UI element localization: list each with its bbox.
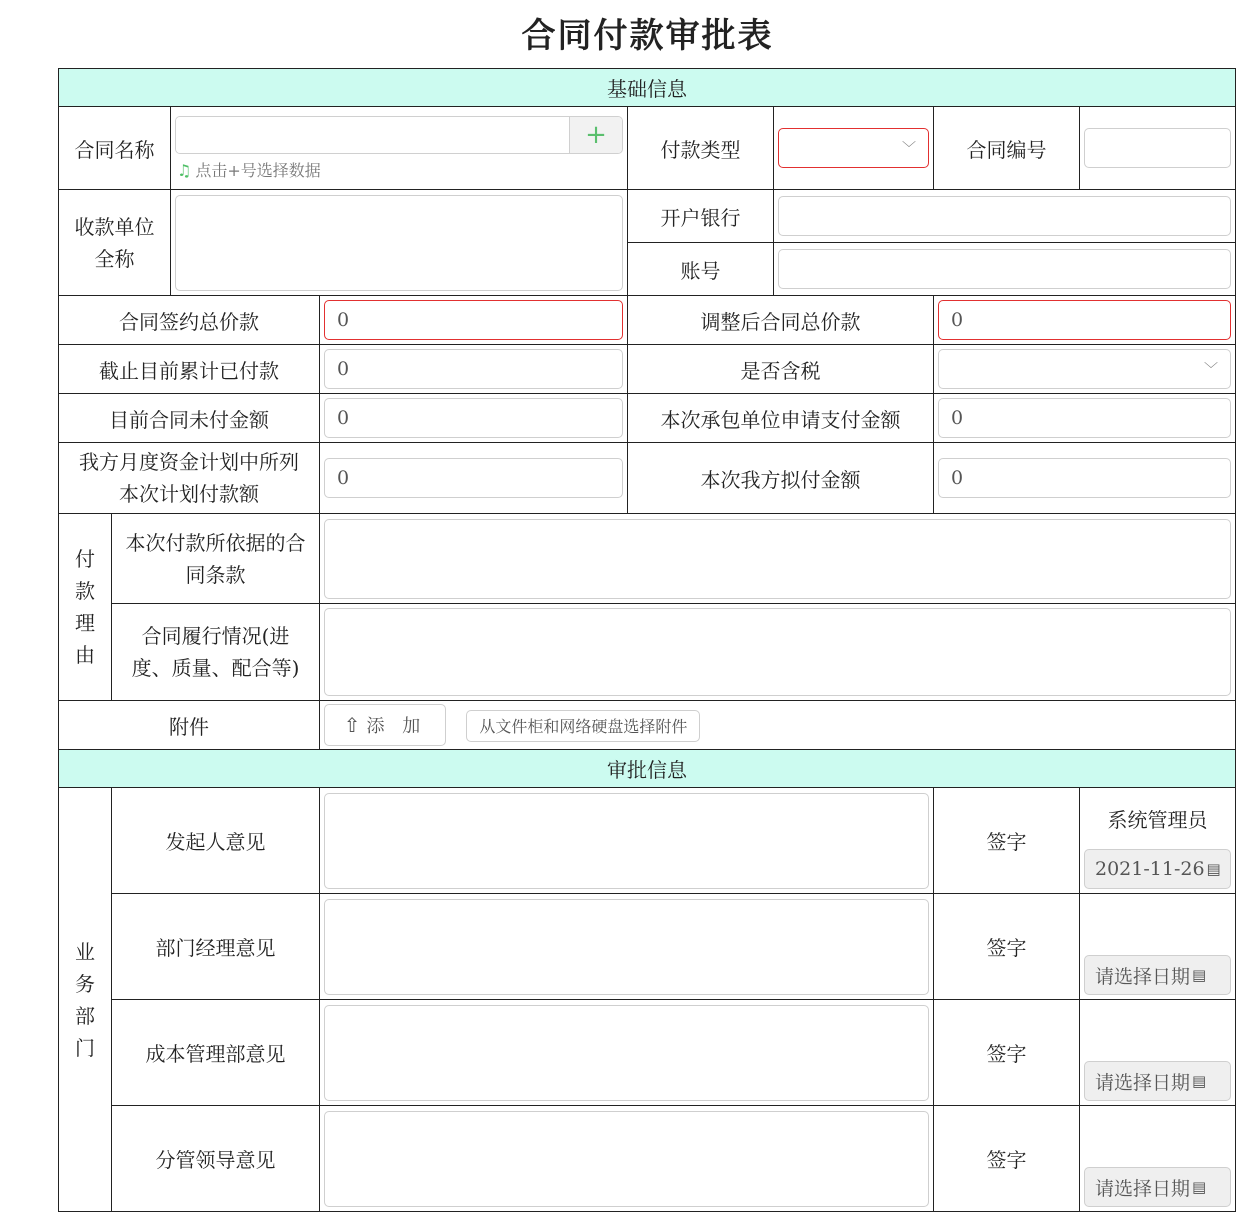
payee-textarea[interactable] (175, 195, 623, 291)
contract-clause-label (112, 514, 320, 604)
approval-label: 成本管理部意见 (112, 1000, 320, 1106)
payee-label (59, 190, 171, 296)
sign-label: 签字 (934, 788, 1080, 894)
approval-opinion-textarea[interactable] (324, 1005, 929, 1101)
total-signed-cell (320, 296, 628, 345)
total-adjusted-cell (934, 296, 1236, 345)
hint-text: 点击+号选择数据 (195, 160, 321, 180)
approval-label: 部门经理意见 (112, 894, 320, 1000)
approval-opinion-cell (320, 1106, 934, 1212)
attachment-label: 附件 (59, 701, 320, 750)
approval-label: 分管领导意见 (112, 1106, 320, 1212)
contract-name-cell (171, 107, 628, 190)
dept-char: 部 (75, 1003, 95, 1028)
contract-name-label: 合同名称 (59, 107, 171, 190)
date-value: 请选择日期 (1095, 1071, 1191, 1094)
plus-icon[interactable]: + (569, 117, 622, 153)
contract-no-label: 合同编号 (934, 107, 1080, 190)
tax-included-cell (934, 345, 1236, 394)
approval-opinion-cell (320, 788, 934, 894)
attachment-cell (320, 701, 1236, 750)
contract-name-picker (175, 116, 623, 154)
unpaid-label: 目前合同未付金额 (59, 394, 320, 443)
contract-clause-line2: 同条款 (185, 562, 246, 587)
calendar-icon: ▤ (1192, 966, 1207, 984)
approval-opinion-textarea[interactable] (324, 1111, 929, 1207)
performance-cell (320, 604, 1236, 701)
contract-no-input[interactable] (1084, 128, 1231, 168)
dept-char: 业 (75, 939, 95, 964)
payment-type-select[interactable] (778, 128, 929, 168)
calendar-icon: ▤ (1192, 1178, 1207, 1196)
unpaid-input[interactable]: 0 (324, 398, 623, 438)
date-picker[interactable] (1084, 849, 1231, 889)
page-title: 合同付款审批表 (521, 16, 774, 56)
plan-amount-label-line1: 我方月度资金计划中所列 (79, 450, 299, 474)
add-attachment-label: 添 加 (366, 716, 427, 737)
payment-reason-label (59, 514, 112, 701)
date-value: 2021-11-26 (1095, 858, 1205, 880)
total-signed-input[interactable]: 0 (324, 300, 623, 340)
performance-line1: 合同履行情况(进 (141, 624, 290, 648)
payment-type-label: 付款类型 (628, 107, 774, 190)
contract-name-hint (175, 158, 623, 181)
upload-icon: ⇧ (343, 713, 361, 737)
contract-no-cell (1080, 107, 1236, 190)
total-adjusted-label: 调整后合同总价款 (628, 296, 934, 345)
sign-cell (1080, 788, 1236, 894)
sign-cell (1080, 1106, 1236, 1212)
sign-label: 签字 (934, 894, 1080, 1000)
calendar-icon: ▤ (1192, 1072, 1207, 1090)
sign-cell (1080, 894, 1236, 1000)
date-value: 请选择日期 (1095, 965, 1191, 988)
reason-char: 款 (75, 579, 95, 603)
contract-clause-cell (320, 514, 1236, 604)
bell-icon: ♫ (177, 160, 192, 180)
bank-cell (774, 190, 1236, 243)
contract-clause-line1: 本次付款所依据的合 (125, 530, 306, 555)
payee-label-line2: 全称 (94, 246, 135, 271)
reason-char: 付 (75, 547, 95, 571)
total-adjusted-input[interactable]: 0 (938, 300, 1231, 340)
plan-amount-label (59, 443, 320, 514)
payee-label-line1: 收款单位 (74, 214, 155, 239)
unpaid-cell (320, 394, 628, 443)
chevron-down-icon: ﹀ (902, 141, 916, 157)
reason-char: 理 (75, 611, 95, 635)
contract-name-input[interactable] (176, 117, 569, 153)
signer-name: 系统管理员 (1107, 808, 1208, 832)
account-label: 账号 (628, 243, 774, 296)
approval-form (58, 68, 1236, 1212)
our-amount-cell (934, 443, 1236, 514)
dept-char: 门 (75, 1035, 95, 1060)
our-amount-input[interactable]: 0 (938, 458, 1231, 498)
performance-label (112, 604, 320, 701)
contract-clause-textarea[interactable] (324, 519, 1231, 599)
contractor-apply-label: 本次承包单位申请支付金额 (628, 394, 934, 443)
total-signed-label: 合同签约总价款 (59, 296, 320, 345)
chevron-down-icon: ﹀ (1204, 362, 1218, 378)
plan-amount-label-line2: 本次计划付款额 (119, 482, 259, 506)
sign-label: 签字 (934, 1106, 1080, 1212)
plan-amount-input[interactable]: 0 (324, 458, 623, 498)
our-amount-label: 本次我方拟付金额 (628, 443, 934, 514)
paid-to-date-input[interactable]: 0 (324, 349, 623, 389)
calendar-icon: ▤ (1206, 860, 1221, 878)
payment-type-cell (774, 107, 934, 190)
performance-line2: 度、质量、配合等) (131, 656, 300, 680)
sign-cell (1080, 1000, 1236, 1106)
section-basic-info: 基础信息 (59, 69, 1236, 107)
performance-textarea[interactable] (324, 608, 1231, 696)
approval-opinion-textarea[interactable] (324, 793, 929, 889)
date-value: 请选择日期 (1095, 1177, 1191, 1200)
date-picker[interactable] (1084, 1167, 1231, 1207)
payee-cell (171, 190, 628, 296)
account-cell (774, 243, 1236, 296)
date-picker[interactable] (1084, 955, 1231, 995)
approval-opinion-cell (320, 1000, 934, 1106)
approval-label: 发起人意见 (112, 788, 320, 894)
dept-char: 务 (75, 971, 95, 996)
bank-input[interactable] (778, 196, 1231, 236)
date-picker[interactable] (1084, 1061, 1231, 1101)
contractor-apply-cell (934, 394, 1236, 443)
sign-label: 签字 (934, 1000, 1080, 1106)
select-from-files-button[interactable]: 从文件柜和网络硬盘选择附件 (466, 710, 700, 742)
approval-opinion-cell (320, 894, 934, 1000)
contractor-apply-input[interactable]: 0 (938, 398, 1231, 438)
tax-included-label: 是否含税 (628, 345, 934, 394)
plan-amount-cell (320, 443, 628, 514)
tax-included-select[interactable] (938, 349, 1231, 389)
reason-char: 由 (75, 643, 95, 667)
paid-to-date-label: 截止目前累计已付款 (59, 345, 320, 394)
approval-opinion-textarea[interactable] (324, 899, 929, 995)
section-approval-info: 审批信息 (59, 750, 1236, 788)
bank-label: 开户银行 (628, 190, 774, 243)
add-attachment-button[interactable] (324, 704, 446, 746)
business-dept-label (59, 788, 112, 1212)
paid-to-date-cell (320, 345, 628, 394)
account-input[interactable] (778, 249, 1231, 289)
